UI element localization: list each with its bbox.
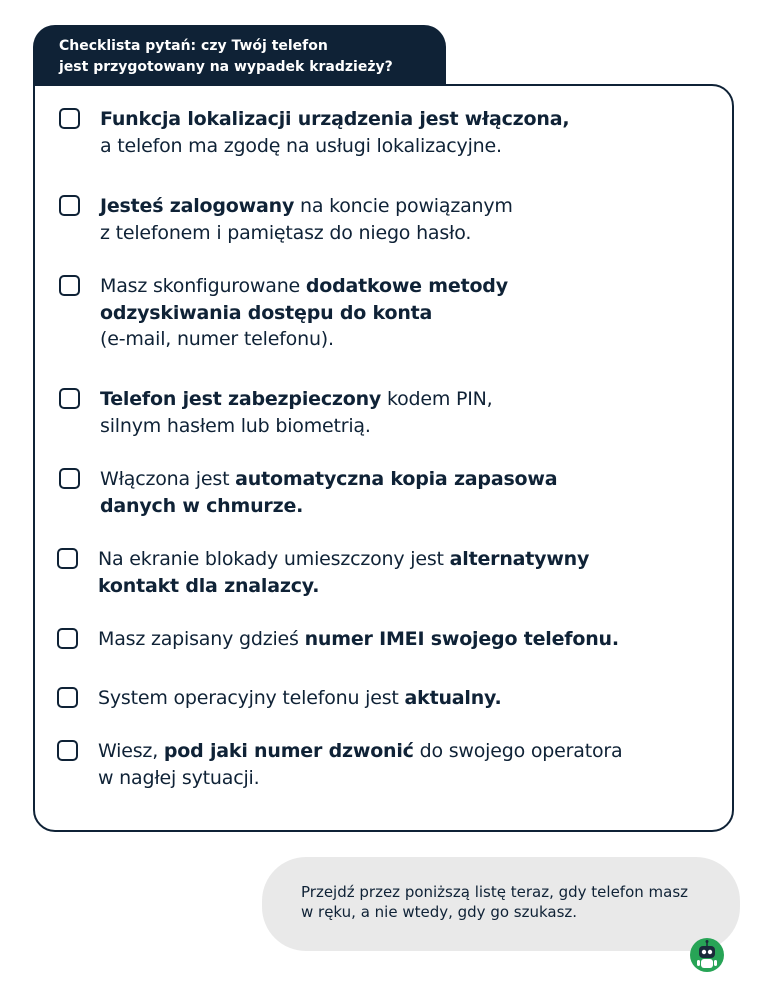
item-text: kodem PIN, <box>381 388 493 410</box>
checkbox-icon[interactable] <box>57 548 78 569</box>
checklist-item-account[interactable] <box>59 193 662 246</box>
item-text: Na ekranie blokady umieszczony jest <box>98 548 450 570</box>
header-line-2: jest przygotowany na wypadek kradzieży? <box>59 59 393 75</box>
item-text: Masz skonfigurowane <box>100 275 306 297</box>
item-text: z telefonem i pamiętasz do niego hasło. <box>100 221 472 244</box>
item-bold-text: automatyczna kopia zapasowa <box>235 468 558 490</box>
item-text: (e-mail, numer telefonu). <box>100 328 334 350</box>
item-text: silnym hasłem lub biometrią. <box>100 414 371 437</box>
checklist-item-imei[interactable] <box>57 626 702 653</box>
item-bold-text: Jesteś zalogowany <box>100 195 295 217</box>
item-bold-text: alternatywny <box>449 548 590 570</box>
item-bold-text: Telefon jest zabezpieczony <box>100 388 382 410</box>
checklist-item-lockscreen-contact[interactable] <box>57 546 692 599</box>
item-text: na koncie powiązanym <box>294 195 513 217</box>
header-line-1: Checklista pytań: czy Twój telefon <box>59 38 328 54</box>
checklist-item-screen-lock[interactable] <box>59 386 662 439</box>
checkbox-icon[interactable] <box>59 108 80 129</box>
item-text: w nagłej sytuacji. <box>98 766 260 789</box>
item-bold-text: odzyskiwania dostępu do konta <box>100 301 433 324</box>
checklist-item-location[interactable] <box>59 106 662 159</box>
item-bold-text: Funkcja lokalizacji urządzenia jest włączona, <box>100 108 570 130</box>
checkbox-icon[interactable] <box>59 388 80 409</box>
robot-assistant-icon <box>689 937 725 973</box>
item-bold-text: danych w chmurze. <box>100 494 304 517</box>
tip-line-2: w ręku, a nie wtedy, gdy go szukasz. <box>301 903 578 921</box>
checklist-item-backup[interactable] <box>59 466 662 519</box>
checkbox-icon[interactable] <box>57 687 78 708</box>
checklist-item-os-update[interactable] <box>57 685 702 712</box>
checklist-card <box>33 84 734 832</box>
item-bold-text: numer IMEI swojego telefonu. <box>304 628 619 650</box>
checkbox-icon[interactable] <box>59 195 80 216</box>
item-text: Włączona jest <box>100 468 236 490</box>
checklist-item-recovery[interactable] <box>59 273 662 353</box>
checkbox-icon[interactable] <box>57 740 78 761</box>
item-text: do swojego operatora <box>413 740 623 762</box>
item-text: System operacyjny telefonu jest <box>98 687 405 709</box>
tip-bubble <box>262 857 740 951</box>
item-bold-text: kontakt dla znalazcy. <box>98 574 320 597</box>
item-text: Masz zapisany gdzieś <box>98 628 305 650</box>
item-bold-text: pod jaki numer dzwonić <box>163 740 414 762</box>
checkbox-icon[interactable] <box>59 468 80 489</box>
item-bold-text: aktualny. <box>404 687 502 709</box>
checklist-item-operator-number[interactable] <box>57 738 702 791</box>
tip-line-1: Przejdź przez poniższą listę teraz, gdy telefon masz <box>301 883 689 901</box>
item-bold-text: dodatkowe metody <box>305 275 508 297</box>
item-text: a telefon ma zgodę na usługi lokalizacyjne. <box>100 134 502 157</box>
item-text: Wiesz, <box>98 740 164 762</box>
checkbox-icon[interactable] <box>59 275 80 296</box>
checkbox-icon[interactable] <box>57 628 78 649</box>
